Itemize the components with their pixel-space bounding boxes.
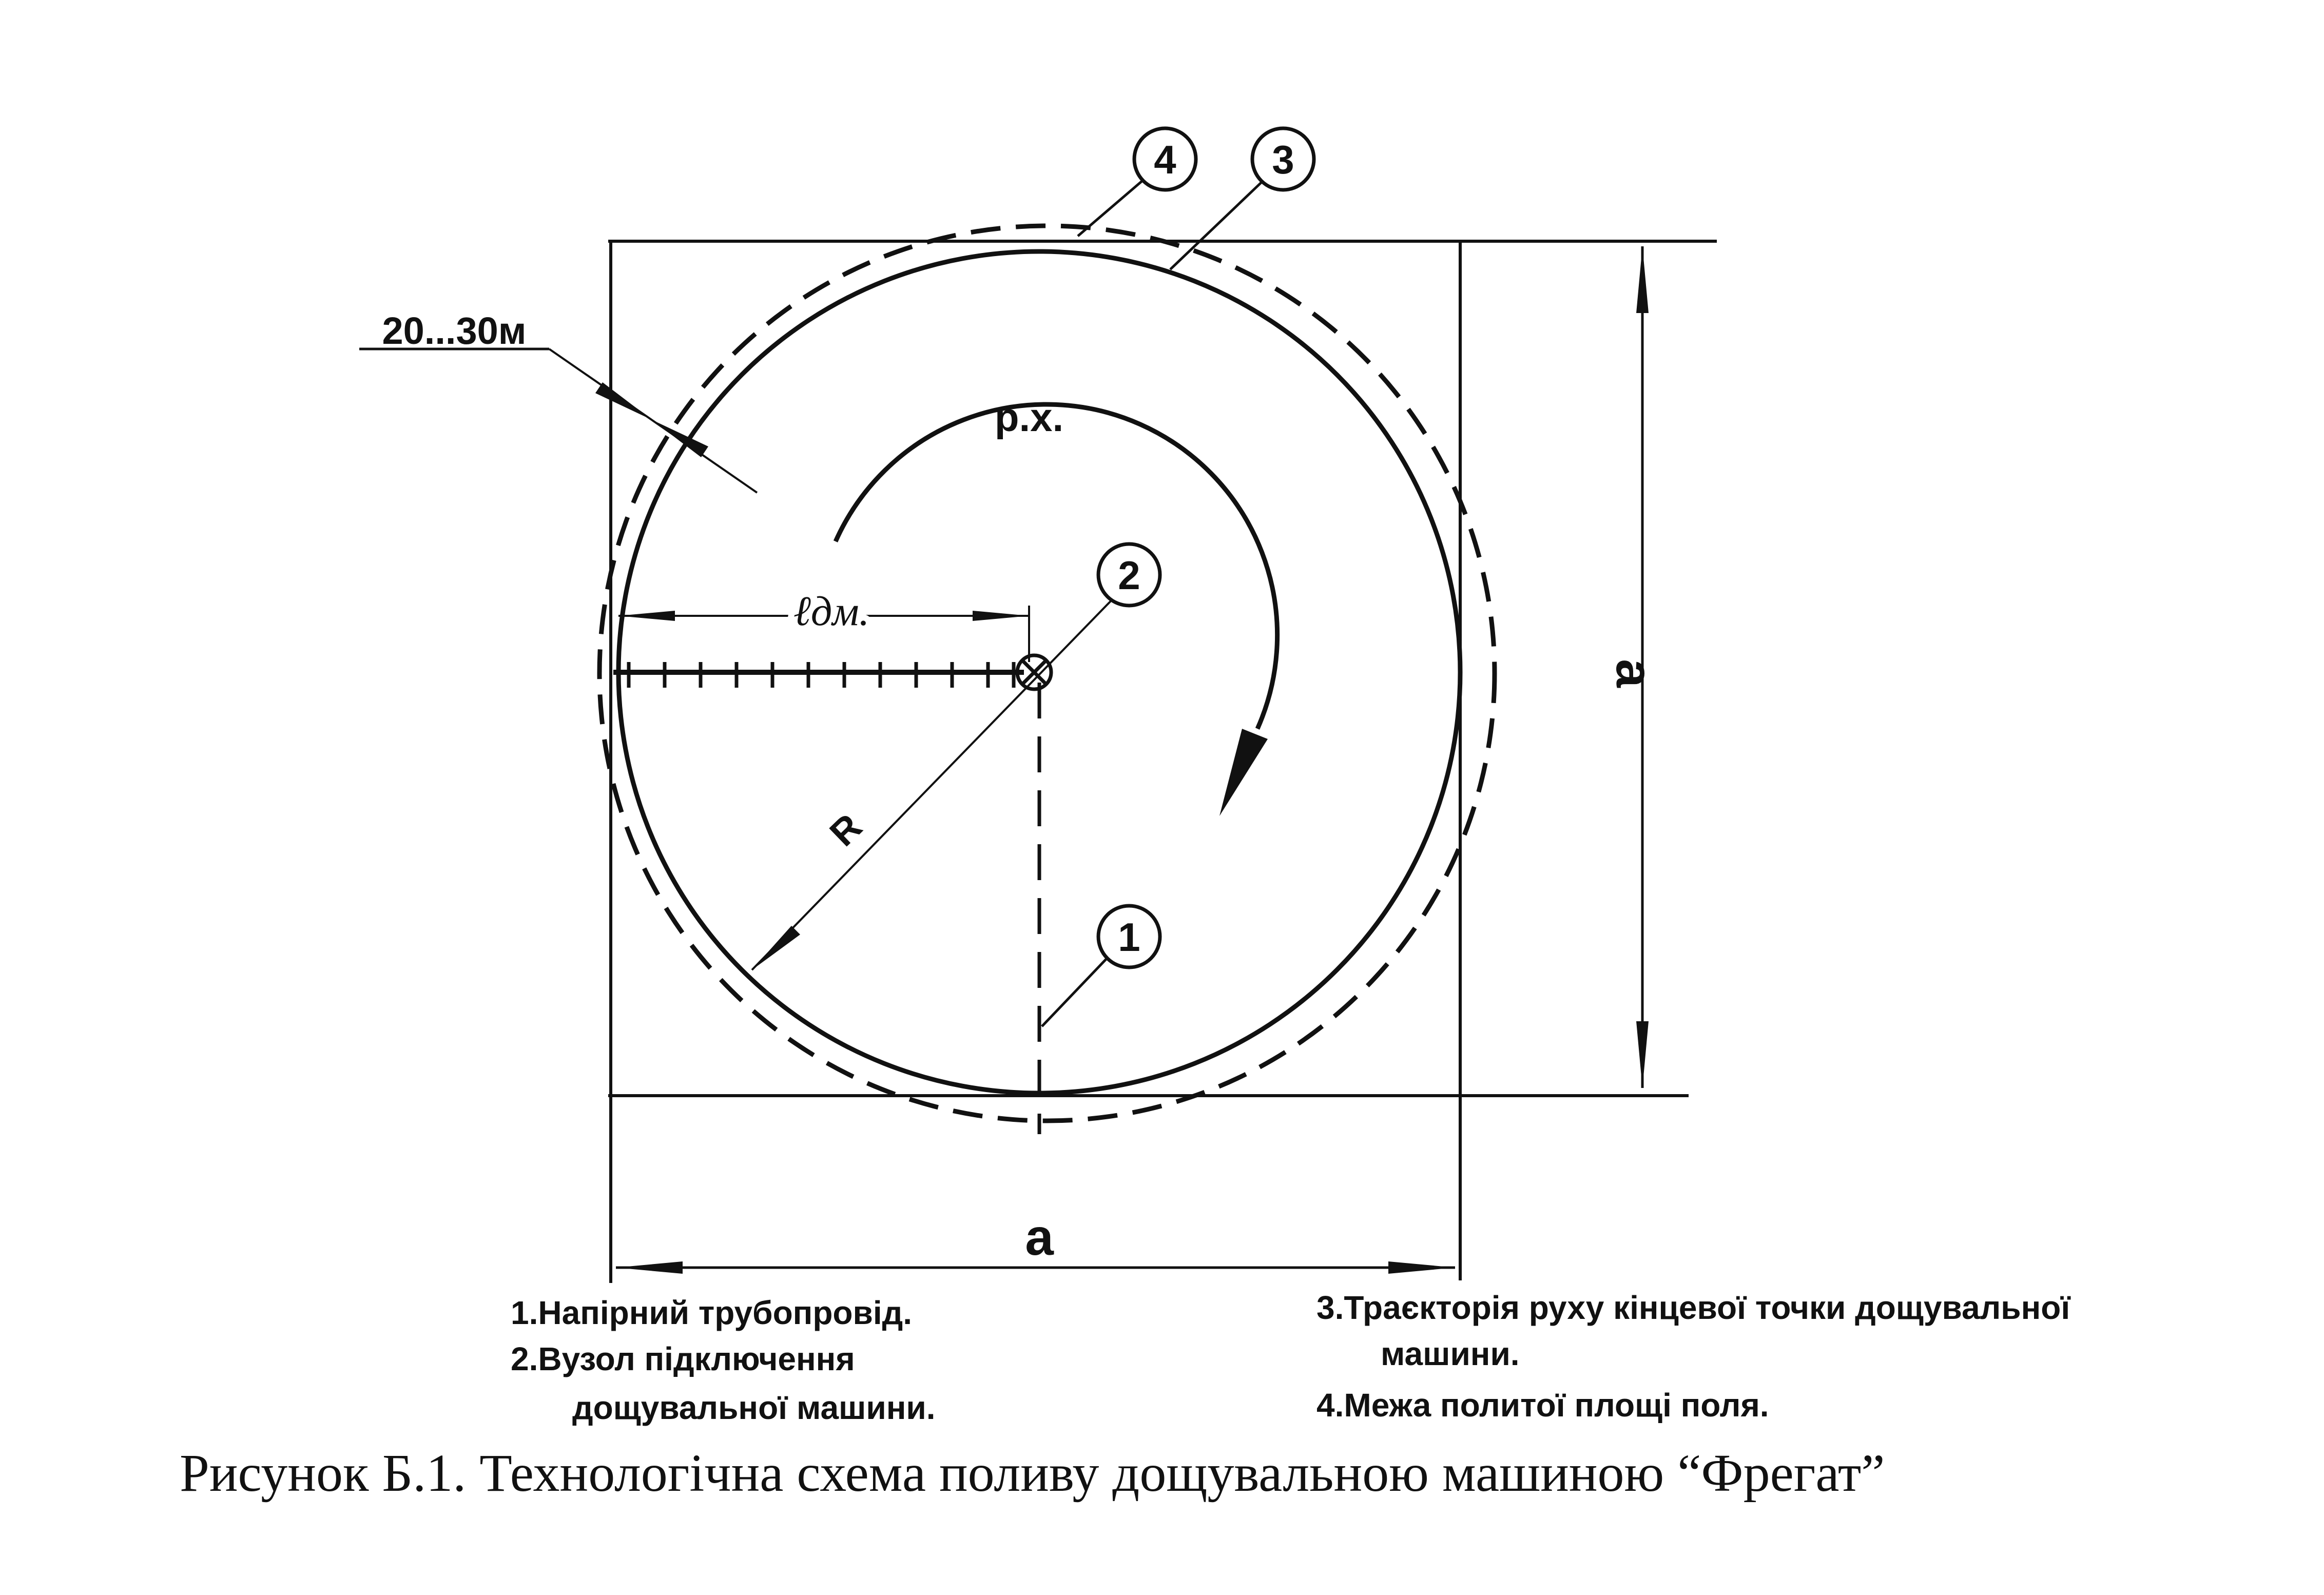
legend-item-2-line-1: 2.Вузол підключення <box>511 1340 855 1377</box>
machine-length-label: ℓдм. <box>793 588 870 634</box>
marker-3-label: 3 <box>1272 137 1294 182</box>
marker-1-label: 1 <box>1118 915 1140 960</box>
radius-label: R <box>822 806 870 854</box>
field-square <box>608 241 1717 1283</box>
legend-item-3-line-2: машини. <box>1381 1335 1520 1372</box>
marker-4 <box>1078 128 1196 236</box>
legend-item-2-line-2: дощувальної машини. <box>572 1389 936 1426</box>
direction-arc <box>836 404 1277 729</box>
marker-1 <box>1042 906 1160 1026</box>
legend-item-4: 4.Межа политої площі поля. <box>1316 1387 1769 1424</box>
direction-arrowhead <box>1219 729 1268 816</box>
sprinkler-arm <box>613 662 1024 688</box>
width-leader <box>359 349 757 493</box>
width-label: 20...30м <box>382 309 527 352</box>
marker-2-label: 2 <box>1118 553 1140 598</box>
radius-line <box>752 595 1116 970</box>
legend-item-3-line-1: 3.Траєкторія руху кінцевої точки дощувальної <box>1316 1289 2070 1326</box>
direction-label: р.х. <box>994 395 1064 440</box>
legend-item-1: 1.Напірний трубопровід. <box>511 1294 913 1331</box>
dimension-label-vertical: a <box>1605 659 1663 688</box>
legend <box>511 1289 2071 1426</box>
dimension-label-horizontal: a <box>1025 1209 1054 1266</box>
marker-4-label: 4 <box>1154 137 1176 182</box>
figure-caption: Рисунок Б.1. Технологічна схема поливу дощувальною машиною “Фрегат” <box>180 1444 1885 1503</box>
